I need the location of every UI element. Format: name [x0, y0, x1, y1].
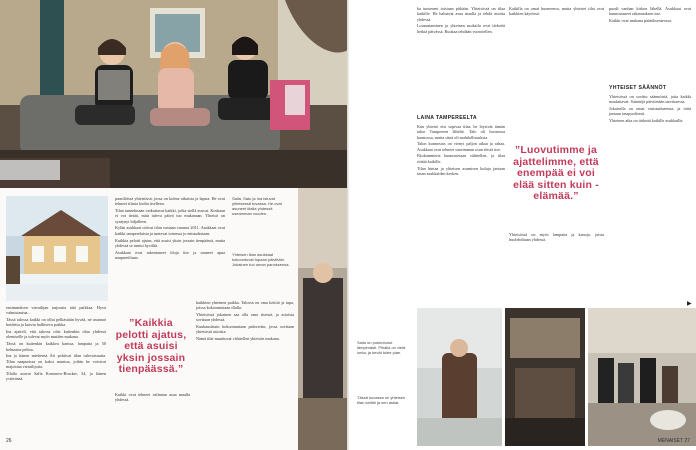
- paragraph: Tässä talossa kaikki on ollut pelkästään hyvää, ne asunnot hoidettu ja kasvin hallitseva paikka.: [6, 317, 106, 328]
- paragraph: Kylän asukkaat ottivat tilan vastaan vuonna 2011. Asukkaat ovat kaikki tamperelaisia ja tuntevat toisensa jo entuudestaan.: [115, 225, 225, 236]
- paragraph: puodi vanhan kirkon lähellä. Asukkaat ovat kunnostaneet rakennuksen itse.: [609, 6, 691, 17]
- paragraph: Kaikki ovat mukana päätöksenteossa.: [609, 18, 673, 24]
- left-page-number: 26: [6, 438, 12, 444]
- paragraph: Lounastaminen ja yhteinen ruokailu ovat tärkeitä hetkiä päivässä. Ruokaa tehdään vuorotellen.: [417, 23, 505, 34]
- paragraph: Yhteisössä on sovittu säännöistä, joita kaikki noudattavat. Sääntöjä päivitetään tarvittaessa.: [609, 94, 691, 105]
- heading-yhteiset-saannot: YHTEISET SÄÄNNÖT: [609, 85, 667, 91]
- paragraph: Kun yhteisö etsi sopivaa tilaa, he löysivät tämän talon Tampereen läheltä. Talo oli huonossa kunnossa, mutta siinä oli mahdollisuuksia.: [417, 124, 505, 140]
- right-column-1-bottom: [417, 124, 505, 178]
- paragraph: ensimmäisen vierailijan tarjousta tätä paikkaa. Hyvä valmistautua...: [6, 305, 106, 316]
- photo-boots-on-floor: [588, 308, 696, 446]
- left-column-1: [6, 305, 106, 383]
- paragraph: Kaikilla on omat huoneensa, mutta yhteiset tilat ovat kaikkien käytössä.: [509, 6, 604, 17]
- right-column-2-bottom: [509, 232, 604, 244]
- left-column-2-bottom: [115, 392, 190, 404]
- hero-photo-drawing: [0, 0, 348, 188]
- portrait-photo-drawing: [298, 188, 348, 450]
- paragraph: Asukkaat ovat rakentaneet tiloja itse ja saaneet apua naapureiltaan.: [115, 249, 225, 260]
- right-column-3-bottom: [609, 94, 691, 125]
- right-column-3-top: [609, 6, 691, 25]
- left-column-3: [196, 300, 294, 343]
- paragraph: Ina ja hänen miehensä Ari pohtivat tilan tulevaisuutta. Tilan naapurissa on kaksi asuntoa, joihin he voisivat majoittaa vierailijoita.: [6, 353, 106, 369]
- paragraph: Tilan hintaa ja yhteisen asumisen kuluja jaetaan tasan asukkaiden kesken.: [417, 165, 505, 176]
- paragraph: Ina ajatteli, että talossa olisi kuitenkin tilaa yhdessä olemiselle ja tulevat myös muiden mukana.: [6, 329, 106, 340]
- photo-child-outside-drawing: [417, 308, 502, 446]
- paragraph: Jokaisella on omat vastuualueensa, ja töitä jaetaan tasapuolisesti.: [609, 106, 691, 117]
- left-pull-quote: ”Kaikkia pelotti ajatus, että asuisi yksin jossain tienpäässä.”: [115, 317, 187, 375]
- portrait-photo: [298, 188, 348, 450]
- paragraph: Yhteisössä on myös lampaita ja kanoja, joista huolehditaan yhdessä.: [509, 232, 604, 243]
- right-page-number: 27: [684, 438, 690, 444]
- photo-kitchen-interior: [505, 308, 585, 446]
- photo-child-outside: [417, 308, 502, 446]
- left-column-2: [115, 196, 225, 262]
- caption-right-2: Tässä kuvassa on yhteisen tilan keittiö ja sen astiat.: [357, 395, 406, 405]
- heading-laina-tampereelta: LAINA TAMPEREELTA: [417, 115, 477, 121]
- house-photo: [6, 196, 108, 301]
- right-page-footer: [658, 438, 690, 444]
- paragraph: Nämä tilat muuttuvat vähitellen yhteisön mukana.: [196, 336, 280, 342]
- hero-photo-women-on-sofa: [0, 0, 348, 188]
- paragraph: Talon kunnostus on vienyt paljon aikaa ja rahaa. Asukkaat ovat tehneet suurimman osan töistä itse.: [417, 141, 505, 152]
- paragraph: kaikkien yhteinen paikka. Talossa on oma keittiö ja tupa, joissa kokoonnutaan illalla.: [196, 300, 294, 311]
- paragraph: Yhteinen aika on tärkeää kaikille asukkaille.: [609, 118, 684, 124]
- magazine-name: MENAISET: [657, 438, 684, 444]
- caption-bottom: Yhteisen tilan asukkaat kokoontuvat tupaan päivittäin. Jokainen tuo oman panoksensa.: [232, 252, 290, 267]
- photo-kitchen-interior-drawing: [505, 308, 585, 446]
- paragraph: paasilöissä yhteisössä, jossa on kolme aikuista ja lapsia. He ovat tehneet tilasta kodin itselleen.: [115, 196, 225, 207]
- right-pull-quote: ”Luovutimme ja ajattelimme, että enempää ei voi elää sitten kuin -elämää.”: [513, 144, 599, 202]
- paragraph: Tässä on kuitenkin kaikkea kanssa, lampaita ja 50 hehtaaria peltoa.: [6, 341, 106, 352]
- paragraph: Ekokammeria kunnostetaan vähitellen, ja tilaa riittää kaikille.: [417, 153, 505, 164]
- house-photo-drawing: [6, 196, 108, 301]
- caption-top: Salla, Satu ja Ina istuvat yhteisessä tuvassa. He ovat asuneet tilalla yhdessä useamman vuoden.: [232, 196, 282, 216]
- paragraph: Kaikki ovat tehneet valinnan asua maalla yhdessä.: [115, 392, 190, 403]
- paragraph: Kaikkia pelotti ajatus, että asuisi yksin jossain tienpäässä, mutta yhdessä se tuntui hyvältä.: [115, 237, 225, 248]
- right-column-2-top: [509, 6, 604, 18]
- right-page: [349, 0, 696, 450]
- paragraph: Yhteisössä jokainen saa olla oma itsensä, ja asioista sovitaan yhdessä.: [196, 312, 294, 323]
- photo-boots-drawing: [588, 308, 696, 446]
- paragraph: Kuukausittain kokoonnutaan palaveriin, jossa sovitaan yhteisistä asioista.: [196, 324, 294, 335]
- paragraph: Tilalla asuvat Salla Kononow-Bracker, 34, ja hänen ystävänsä.: [6, 370, 106, 382]
- caption-right-1: Salla on pukeutunut lämpimästi. Pihalla on vielä lunta, ja kevät tulee pian.: [357, 340, 406, 355]
- paragraph: Tilan tunnelmaan vaikuttavat kaikki, jotka siellä asuvat. Koskaan ei voi tietää, mitä tuleva päivä tuo mukanaan. Yhteisö on syntynyt hiljalleen.: [115, 208, 225, 224]
- continue-arrow-icon: ▶: [687, 300, 692, 307]
- paragraph: ka tunteneet toisiaan pitkään. Yhteisössä on tilaa kaikille. He haluavat asua maalla ja tehdä asioita yhdessä.: [417, 6, 505, 22]
- right-column-1-top: [417, 6, 505, 35]
